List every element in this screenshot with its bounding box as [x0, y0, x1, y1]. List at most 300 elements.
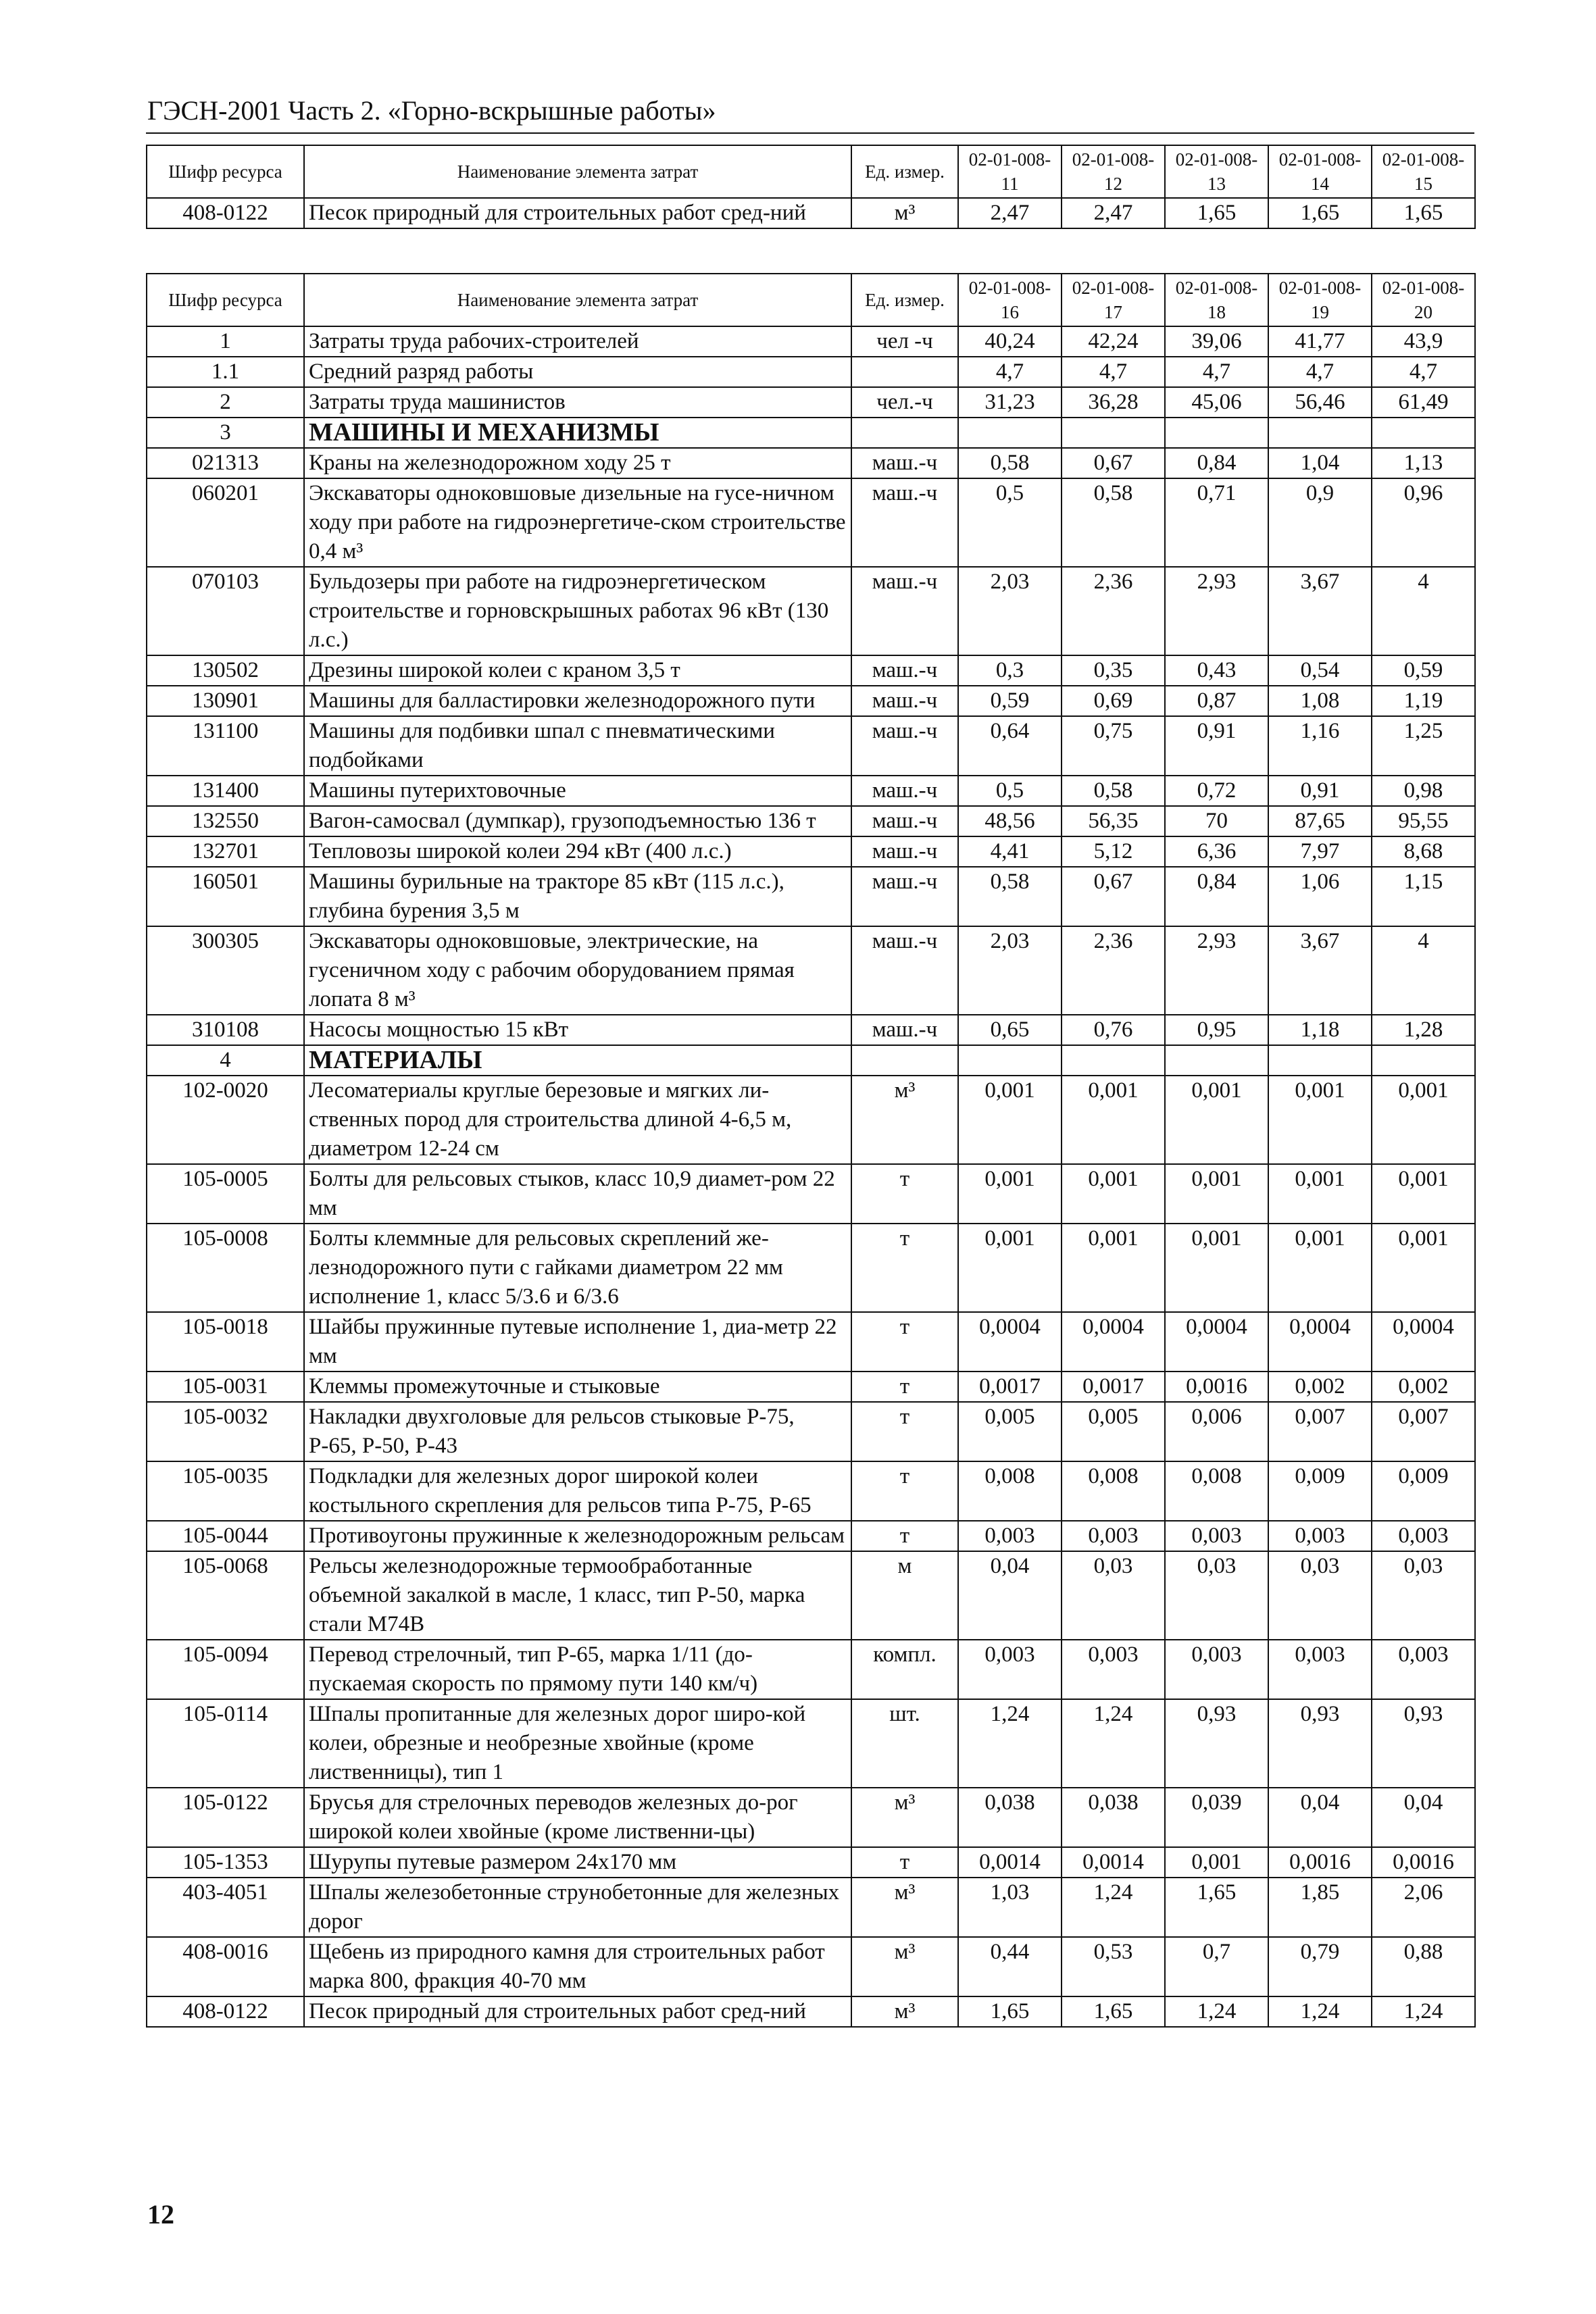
norm-value-cell: 1,25 [1372, 716, 1475, 776]
column-header-norm: 02-01-008-15 [1372, 145, 1475, 198]
unit-cell: т [851, 1164, 958, 1224]
norm-value-cell: 1,85 [1268, 1878, 1372, 1937]
unit-cell: т [851, 1372, 958, 1402]
resource-name-cell: Шпалы железобетонные струнобетонные для железных дорог [304, 1878, 851, 1937]
norm-value-cell: 1,65 [1372, 198, 1475, 228]
norm-value-cell [1062, 1045, 1165, 1076]
norm-value-cell: 2,03 [958, 926, 1062, 1015]
unit-cell: м³ [851, 1076, 958, 1164]
unit-cell: чел -ч [851, 326, 958, 357]
norm-value-cell: 1,13 [1372, 448, 1475, 478]
column-header-norm: 02-01-008-14 [1268, 145, 1372, 198]
norm-value-cell: 0,84 [1165, 448, 1268, 478]
table-row [147, 478, 1475, 567]
table-row [147, 1937, 1475, 1996]
norm-value-cell: 0,001 [1268, 1224, 1372, 1312]
unit-cell [851, 357, 958, 387]
resource-name-cell: Тепловозы широкой колеи 294 кВт (400 л.с.) [304, 836, 851, 867]
norm-value-cell [1372, 1045, 1475, 1076]
norm-value-cell: 0,0004 [958, 1312, 1062, 1372]
norm-value-cell: 0,75 [1062, 716, 1165, 776]
resource-code-cell: 105-0094 [147, 1640, 304, 1699]
resource-name-cell: Болты для рельсовых стыков, класс 10,9 диамет-ром 22 мм [304, 1164, 851, 1224]
norm-value-cell: 42,24 [1062, 326, 1165, 357]
norm-value-cell: 0,58 [1062, 776, 1165, 806]
norm-value-cell: 0,93 [1165, 1699, 1268, 1788]
norm-value-cell: 40,24 [958, 326, 1062, 357]
resource-name-cell: Шайбы пружинные путевые исполнение 1, диа-метр 22 мм [304, 1312, 851, 1372]
resource-name-cell: Брусья для стрелочных переводов железных до-рог широкой колеи хвойные (кроме лиственни-цы) [304, 1788, 851, 1847]
resource-code-cell: 403-4051 [147, 1878, 304, 1937]
norm-value-cell: 2,36 [1062, 926, 1165, 1015]
norm-value-cell: 1,28 [1372, 1015, 1475, 1045]
unit-cell: м³ [851, 198, 958, 228]
resource-code-cell: 132701 [147, 836, 304, 867]
norm-value-cell: 1,24 [958, 1699, 1062, 1788]
resource-code-cell: 105-0035 [147, 1461, 304, 1521]
section-row [147, 1045, 1475, 1076]
norm-value-cell: 1,65 [1062, 1996, 1165, 2027]
norm-value-cell: 0,59 [1372, 655, 1475, 686]
resource-code-cell: 408-0122 [147, 198, 304, 228]
norm-value-cell: 0,038 [1062, 1788, 1165, 1847]
resource-code-cell: 300305 [147, 926, 304, 1015]
norm-value-cell: 0,001 [958, 1224, 1062, 1312]
unit-cell: шт. [851, 1699, 958, 1788]
column-header-unit: Ед. измер. [851, 145, 958, 198]
norm-value-cell: 0,58 [958, 448, 1062, 478]
table-row [147, 1076, 1475, 1164]
resource-code-cell: 105-0008 [147, 1224, 304, 1312]
norm-value-cell: 0,98 [1372, 776, 1475, 806]
column-header-norm: 02-01-008-19 [1268, 274, 1372, 326]
table-row [147, 357, 1475, 387]
norm-value-cell: 0,69 [1062, 686, 1165, 716]
unit-cell: маш.-ч [851, 776, 958, 806]
norm-value-cell: 1,08 [1268, 686, 1372, 716]
table-row [147, 926, 1475, 1015]
table-row [147, 1878, 1475, 1937]
norm-value-cell: 0,65 [958, 1015, 1062, 1045]
table-row [147, 1402, 1475, 1461]
resource-name-cell: Насосы мощностью 15 кВт [304, 1015, 851, 1045]
table-row [147, 1312, 1475, 1372]
table-row [147, 1847, 1475, 1878]
norm-value-cell: 0,008 [1062, 1461, 1165, 1521]
norm-value-cell: 4,7 [1165, 357, 1268, 387]
unit-cell: маш.-ч [851, 926, 958, 1015]
column-header-norm: 02-01-008-13 [1165, 145, 1268, 198]
norm-value-cell: 0,001 [1165, 1224, 1268, 1312]
resource-code-cell: 408-0016 [147, 1937, 304, 1996]
resource-code-cell: 021313 [147, 448, 304, 478]
norm-value-cell: 0,0004 [1165, 1312, 1268, 1372]
norm-value-cell: 4,7 [1268, 357, 1372, 387]
norm-value-cell: 0,001 [1165, 1164, 1268, 1224]
norm-value-cell: 87,65 [1268, 806, 1372, 836]
unit-cell: т [851, 1847, 958, 1878]
resource-code-cell: 105-0031 [147, 1372, 304, 1402]
norm-value-cell: 1,19 [1372, 686, 1475, 716]
table-row [147, 686, 1475, 716]
unit-cell: т [851, 1521, 958, 1551]
resource-name-cell: Противоугоны пружинные к железнодорожным рельсам [304, 1521, 851, 1551]
column-header-code: Шифр ресурса [147, 274, 304, 326]
norm-value-cell: 0,001 [1372, 1076, 1475, 1164]
norm-value-cell: 2,47 [1062, 198, 1165, 228]
norm-value-cell: 0,006 [1165, 1402, 1268, 1461]
norm-value-cell: 0,9 [1268, 478, 1372, 567]
resource-name-cell: Болты клеммные для рельсовых скреплений же-лезнодорожного пути с гайками диаметром 22 мм исполнение 1, класс 5/3.6 и 6/3.6 [304, 1224, 851, 1312]
table-row [147, 448, 1475, 478]
norm-value-cell: 4,7 [958, 357, 1062, 387]
column-header-norm: 02-01-008-11 [958, 145, 1062, 198]
page-header-title: ГЭСН-2001 Часть 2. «Горно-вскрышные работы» [147, 95, 716, 126]
norm-value-cell: 56,46 [1268, 387, 1372, 418]
column-header-norm: 02-01-008-18 [1165, 274, 1268, 326]
resource-code-cell: 105-1353 [147, 1847, 304, 1878]
norm-value-cell: 1,24 [1165, 1996, 1268, 2027]
unit-cell: т [851, 1461, 958, 1521]
resource-name-cell: Дрезины широкой колеи с краном 3,5 т [304, 655, 851, 686]
norm-value-cell: 4 [1372, 567, 1475, 655]
norm-value-cell: 0,72 [1165, 776, 1268, 806]
table-header-row [147, 274, 1475, 326]
table-header-row [147, 145, 1475, 198]
resource-name-cell: Машины бурильные на тракторе 85 кВт (115 л.с.), глубина бурения 3,5 м [304, 867, 851, 926]
norm-value-cell: 0,001 [1062, 1224, 1165, 1312]
norm-value-cell: 0,005 [958, 1402, 1062, 1461]
norm-value-cell: 0,009 [1372, 1461, 1475, 1521]
table-row [147, 1788, 1475, 1847]
norm-value-cell: 0,001 [1268, 1076, 1372, 1164]
norm-value-cell: 0,003 [1165, 1640, 1268, 1699]
norm-value-cell: 0,009 [1268, 1461, 1372, 1521]
resource-table-top [146, 145, 1476, 229]
table-row [147, 326, 1475, 357]
norm-value-cell: 0,007 [1372, 1402, 1475, 1461]
resource-code-cell: 408-0122 [147, 1996, 304, 2027]
norm-value-cell: 3,67 [1268, 926, 1372, 1015]
norm-value-cell: 0,44 [958, 1937, 1062, 1996]
norm-value-cell: 39,06 [1165, 326, 1268, 357]
resource-code-cell: 105-0032 [147, 1402, 304, 1461]
norm-value-cell: 0,0016 [1165, 1372, 1268, 1402]
norm-value-cell: 0,5 [958, 776, 1062, 806]
resource-code-cell: 130901 [147, 686, 304, 716]
norm-value-cell: 0,84 [1165, 867, 1268, 926]
norm-value-cell: 43,9 [1372, 326, 1475, 357]
norm-value-cell [1165, 1045, 1268, 1076]
unit-cell: маш.-ч [851, 806, 958, 836]
norm-value-cell: 0,54 [1268, 655, 1372, 686]
column-header-norm: 02-01-008-12 [1062, 145, 1165, 198]
norm-value-cell: 36,28 [1062, 387, 1165, 418]
norm-value-cell: 3,67 [1268, 567, 1372, 655]
norm-value-cell: 0,67 [1062, 867, 1165, 926]
resource-name-cell: Клеммы промежуточные и стыковые [304, 1372, 851, 1402]
norm-value-cell: 0,5 [958, 478, 1062, 567]
section-row [147, 418, 1475, 448]
norm-value-cell: 0,91 [1268, 776, 1372, 806]
resource-code-cell: 1 [147, 326, 304, 357]
table-row [147, 1461, 1475, 1521]
norm-value-cell: 7,97 [1268, 836, 1372, 867]
norm-value-cell [1062, 418, 1165, 448]
resource-name-cell: Песок природный для строительных работ сред-ний [304, 198, 851, 228]
norm-value-cell: 0,64 [958, 716, 1062, 776]
norm-value-cell: 0,003 [1372, 1640, 1475, 1699]
column-header-norm: 02-01-008-16 [958, 274, 1062, 326]
resource-code-cell: 310108 [147, 1015, 304, 1045]
unit-cell: маш.-ч [851, 686, 958, 716]
norm-value-cell: 0,79 [1268, 1937, 1372, 1996]
norm-value-cell: 2,06 [1372, 1878, 1475, 1937]
norm-value-cell: 41,77 [1268, 326, 1372, 357]
norm-value-cell: 0,04 [958, 1551, 1062, 1640]
resource-name-cell: Накладки двухголовые для рельсов стыковые Р-75, Р-65, Р-50, Р-43 [304, 1402, 851, 1461]
resource-code-cell: 3 [147, 418, 304, 448]
unit-cell: м³ [851, 1878, 958, 1937]
resource-name-cell: Шурупы путевые размером 24х170 мм [304, 1847, 851, 1878]
table-row [147, 1699, 1475, 1788]
norm-value-cell: 1,16 [1268, 716, 1372, 776]
norm-value-cell: 1,04 [1268, 448, 1372, 478]
unit-cell: т [851, 1312, 958, 1372]
norm-value-cell: 0,003 [1062, 1521, 1165, 1551]
resource-table-main [146, 273, 1476, 2028]
norm-value-cell: 2,93 [1165, 926, 1268, 1015]
norm-value-cell: 4,41 [958, 836, 1062, 867]
norm-value-cell: 70 [1165, 806, 1268, 836]
resource-code-cell: 105-0068 [147, 1551, 304, 1640]
norm-value-cell: 0,003 [1372, 1521, 1475, 1551]
norm-value-cell [958, 418, 1062, 448]
norm-value-cell: 0,003 [1165, 1521, 1268, 1551]
norm-value-cell: 0,001 [1062, 1164, 1165, 1224]
table-row [147, 655, 1475, 686]
column-header-code: Шифр ресурса [147, 145, 304, 198]
unit-cell: маш.-ч [851, 836, 958, 867]
table-row [147, 716, 1475, 776]
norm-value-cell: 1,18 [1268, 1015, 1372, 1045]
norm-value-cell: 1,65 [1165, 198, 1268, 228]
norm-value-cell: 0,71 [1165, 478, 1268, 567]
norm-value-cell: 61,49 [1372, 387, 1475, 418]
norm-value-cell: 0,0004 [1268, 1312, 1372, 1372]
resource-name-cell: Машины для подбивки шпал с пневматическими подбойками [304, 716, 851, 776]
column-header-name: Наименование элемента затрат [304, 145, 851, 198]
unit-cell [851, 418, 958, 448]
norm-value-cell: 45,06 [1165, 387, 1268, 418]
unit-cell: м [851, 1551, 958, 1640]
norm-value-cell: 0,04 [1268, 1788, 1372, 1847]
column-header-name: Наименование элемента затрат [304, 274, 851, 326]
unit-cell: м³ [851, 1937, 958, 1996]
column-header-unit: Ед. измер. [851, 274, 958, 326]
resource-name-cell: Средний разряд работы [304, 357, 851, 387]
norm-value-cell: 1,24 [1062, 1878, 1165, 1937]
table-row [147, 1224, 1475, 1312]
norm-value-cell: 0,0014 [958, 1847, 1062, 1878]
norm-value-cell: 0,003 [958, 1521, 1062, 1551]
unit-cell: маш.-ч [851, 478, 958, 567]
norm-value-cell: 4 [1372, 926, 1475, 1015]
resource-name-cell: Подкладки для железных дорог широкой колеи костыльного скрепления для рельсов типа Р-75, Р-65 [304, 1461, 851, 1521]
resource-code-cell: 105-0114 [147, 1699, 304, 1788]
table-row [147, 1521, 1475, 1551]
norm-value-cell: 1,24 [1062, 1699, 1165, 1788]
norm-value-cell: 0,95 [1165, 1015, 1268, 1045]
norm-value-cell: 4,7 [1062, 357, 1165, 387]
norm-value-cell: 0,91 [1165, 716, 1268, 776]
norm-value-cell: 2,03 [958, 567, 1062, 655]
table-row [147, 1372, 1475, 1402]
norm-value-cell: 0,88 [1372, 1937, 1475, 1996]
norm-value-cell: 0,001 [1372, 1224, 1475, 1312]
norm-value-cell [1165, 418, 1268, 448]
norm-value-cell: 0,04 [1372, 1788, 1475, 1847]
norm-value-cell: 0,93 [1372, 1699, 1475, 1788]
column-header-norm: 02-01-008-17 [1062, 274, 1165, 326]
norm-value-cell: 0,001 [1165, 1847, 1268, 1878]
resource-name-cell: Лесоматериалы круглые березовые и мягких ли-ственных пород для строительства длиной 4-6,5 м, диаметром 12-24 см [304, 1076, 851, 1164]
table-row [147, 1640, 1475, 1699]
resource-name-cell: Перевод стрелочный, тип Р-65, марка 1/11 (до-пускаемая скорость по прямому пути 140 км/ч) [304, 1640, 851, 1699]
resource-code-cell: 070103 [147, 567, 304, 655]
norm-value-cell [1268, 1045, 1372, 1076]
resource-code-cell: 105-0018 [147, 1312, 304, 1372]
norm-value-cell: 0,59 [958, 686, 1062, 716]
norm-value-cell: 0,001 [1268, 1164, 1372, 1224]
norm-value-cell: 0,008 [958, 1461, 1062, 1521]
norm-value-cell: 0,76 [1062, 1015, 1165, 1045]
unit-cell: маш.-ч [851, 655, 958, 686]
norm-value-cell: 0,0017 [958, 1372, 1062, 1402]
table-row [147, 567, 1475, 655]
resource-name-cell: Машины для балластировки железнодорожного пути [304, 686, 851, 716]
table-row [147, 1015, 1475, 1045]
resource-name-cell: Бульдозеры при работе на гидроэнергетическом строительстве и горновскрышных работах 96 кВт (130 л.с.) [304, 567, 851, 655]
unit-cell: маш.-ч [851, 567, 958, 655]
unit-cell [851, 1045, 958, 1076]
norm-value-cell: 0,7 [1165, 1937, 1268, 1996]
resource-code-cell: 105-0044 [147, 1521, 304, 1551]
resource-name-cell: Шпалы пропитанные для железных дорог широ-кой колеи, обрезные и необрезные хвойные (кроме лиственницы), тип 1 [304, 1699, 851, 1788]
norm-value-cell: 0,03 [1372, 1551, 1475, 1640]
norm-value-cell: 0,03 [1165, 1551, 1268, 1640]
norm-value-cell: 0,001 [958, 1076, 1062, 1164]
norm-value-cell: 2,47 [958, 198, 1062, 228]
norm-value-cell: 0,001 [1062, 1076, 1165, 1164]
norm-value-cell: 0,003 [1062, 1640, 1165, 1699]
norm-value-cell: 0,002 [1372, 1372, 1475, 1402]
norm-value-cell: 0,038 [958, 1788, 1062, 1847]
norm-value-cell: 31,23 [958, 387, 1062, 418]
resource-name-cell: Вагон-самосвал (думпкар), грузоподъемностью 136 т [304, 806, 851, 836]
unit-cell: т [851, 1402, 958, 1461]
unit-cell: чел.-ч [851, 387, 958, 418]
resource-name-cell: Затраты труда рабочих-строителей [304, 326, 851, 357]
unit-cell: маш.-ч [851, 716, 958, 776]
resource-name-cell: МАШИНЫ И МЕХАНИЗМЫ [304, 418, 851, 448]
resource-code-cell: 4 [147, 1045, 304, 1076]
unit-cell: маш.-ч [851, 867, 958, 926]
norm-value-cell: 0,53 [1062, 1937, 1165, 1996]
resource-name-cell: Песок природный для строительных работ сред-ний [304, 1996, 851, 2027]
norm-value-cell: 0,58 [958, 867, 1062, 926]
norm-value-cell: 0,0014 [1062, 1847, 1165, 1878]
resource-code-cell: 131400 [147, 776, 304, 806]
norm-value-cell: 0,0016 [1268, 1847, 1372, 1878]
norm-value-cell: 0,001 [1372, 1164, 1475, 1224]
table-row [147, 867, 1475, 926]
unit-cell: м³ [851, 1996, 958, 2027]
norm-value-cell: 48,56 [958, 806, 1062, 836]
norm-value-cell: 0,58 [1062, 478, 1165, 567]
norm-value-cell: 0,007 [1268, 1402, 1372, 1461]
table-row [147, 836, 1475, 867]
table-row [147, 1996, 1475, 2027]
resource-code-cell: 105-0122 [147, 1788, 304, 1847]
resource-code-cell: 131100 [147, 716, 304, 776]
norm-value-cell: 0,005 [1062, 1402, 1165, 1461]
resource-name-cell: Экскаваторы одноковшовые дизельные на гусе-ничном ходу при работе на гидроэнергетиче-ском строительстве 0,4 м³ [304, 478, 851, 567]
norm-value-cell: 2,36 [1062, 567, 1165, 655]
table-row [147, 1551, 1475, 1640]
norm-value-cell: 1,24 [1372, 1996, 1475, 2027]
table-row [147, 387, 1475, 418]
table-row [147, 776, 1475, 806]
norm-value-cell: 0,0004 [1372, 1312, 1475, 1372]
norm-value-cell: 1,65 [958, 1996, 1062, 2027]
norm-value-cell: 4,7 [1372, 357, 1475, 387]
norm-value-cell: 6,36 [1165, 836, 1268, 867]
resource-name-cell: Затраты труда машинистов [304, 387, 851, 418]
resource-name-cell: Рельсы железнодорожные термообработанные объемной закалкой в масле, 1 класс, тип Р-50, марка стали М74В [304, 1551, 851, 1640]
norm-value-cell: 0,003 [1268, 1521, 1372, 1551]
norm-value-cell: 5,12 [1062, 836, 1165, 867]
unit-cell: м³ [851, 1788, 958, 1847]
norm-value-cell: 0,0017 [1062, 1372, 1165, 1402]
norm-value-cell: 1,06 [1268, 867, 1372, 926]
table-row [147, 806, 1475, 836]
unit-cell: т [851, 1224, 958, 1312]
resource-name-cell: МАТЕРИАЛЫ [304, 1045, 851, 1076]
resource-code-cell: 1.1 [147, 357, 304, 387]
norm-value-cell: 0,001 [958, 1164, 1062, 1224]
unit-cell: компл. [851, 1640, 958, 1699]
resource-code-cell: 102-0020 [147, 1076, 304, 1164]
norm-value-cell: 0,0004 [1062, 1312, 1165, 1372]
column-header-norm: 02-01-008-20 [1372, 274, 1475, 326]
norm-value-cell: 0,03 [1062, 1551, 1165, 1640]
header-divider [146, 132, 1474, 134]
norm-value-cell [1268, 418, 1372, 448]
resource-code-cell: 160501 [147, 867, 304, 926]
norm-value-cell: 0,03 [1268, 1551, 1372, 1640]
norm-value-cell: 0,96 [1372, 478, 1475, 567]
resource-name-cell: Щебень из природного камня для строительных работ марка 800, фракция 40-70 мм [304, 1937, 851, 1996]
resource-code-cell: 2 [147, 387, 304, 418]
resource-code-cell: 105-0005 [147, 1164, 304, 1224]
norm-value-cell: 0,67 [1062, 448, 1165, 478]
resource-name-cell: Экскаваторы одноковшовые, электрические, на гусеничном ходу с рабочим оборудованием прямая лопата 8 м³ [304, 926, 851, 1015]
unit-cell: маш.-ч [851, 448, 958, 478]
norm-value-cell: 1,24 [1268, 1996, 1372, 2027]
norm-value-cell: 0,003 [958, 1640, 1062, 1699]
unit-cell: маш.-ч [851, 1015, 958, 1045]
